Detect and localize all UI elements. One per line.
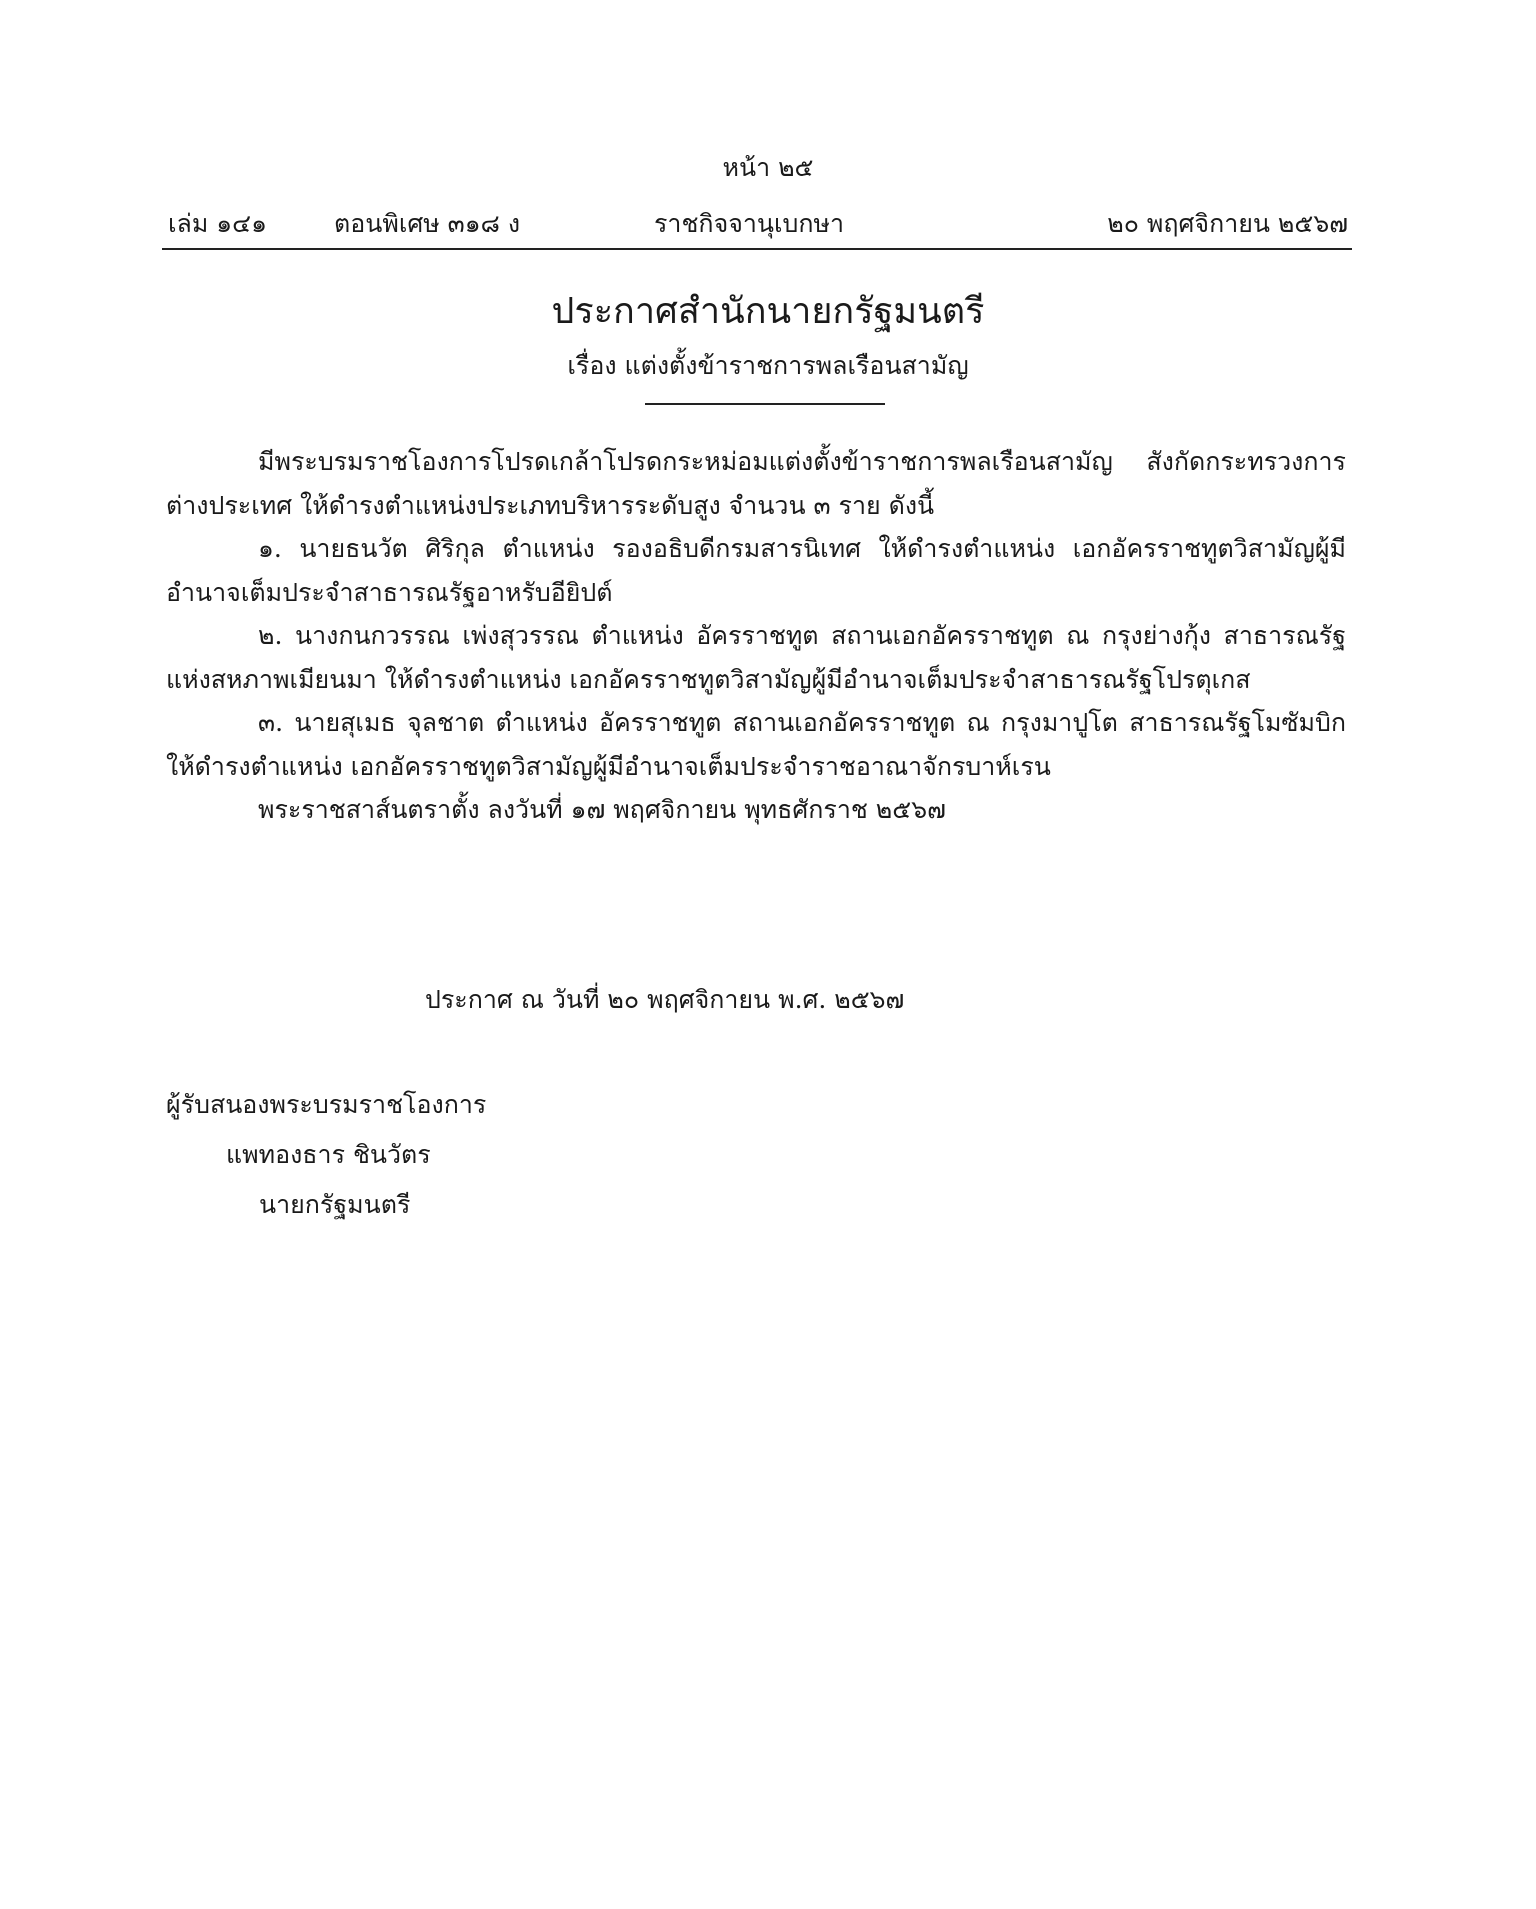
signatory-name: แพทองธาร ชินวัตร xyxy=(226,1140,431,1169)
appointment-item-2: ๒. นางกนกวรรณ เพ่งสุวรรณ ตำแหน่ง อัครราชทูต สถานเอกอัครราชทูต ณ กรุงย่างกุ้ง สาธารณรัฐแห่งสหภาพเมียนมา ให้ดำรงตำแหน่ง เอกอัครราชทูตวิสามัญผู้มีอำนาจเต็มประจำสาธารณรัฐโปรตุเกส xyxy=(166,621,1346,694)
signature-block xyxy=(166,1080,486,1230)
header-date: ๒๐ พฤศจิกายน ๒๕๖๗ xyxy=(1107,209,1348,238)
appointment-item-3: ๓. นายสุเมธ จุลชาต ตำแหน่ง อัครราชทูต สถานเอกอัครราชทูต ณ กรุงมาปูโต สาธารณรัฐโมซัมบิก ให้ดำรงตำแหน่ง เอกอัครราชทูตวิสามัญผู้มีอำนาจเต็มประจำราชอาณาจักรบาห์เรน xyxy=(166,708,1346,781)
title-divider xyxy=(645,403,885,405)
announcement-subject: เรื่อง แต่งตั้งข้าราชการพลเรือนสามัญ xyxy=(567,351,969,380)
signatory-position: นายกรัฐมนตรี xyxy=(259,1190,411,1219)
header-gazette-name: ราชกิจจานุเบกษา xyxy=(654,209,845,238)
royal-command-date: พระราชสาส์นตราตั้ง ลงวันที่ ๑๗ พฤศจิกายน พุทธศักราช ๒๕๖๗ xyxy=(258,795,946,824)
appointment-item-1: ๑. นายธนวัต ศิริกุล ตำแหน่ง รองอธิบดีกรมสารนิเทศ ให้ดำรงตำแหน่ง เอกอัครราชทูตวิสามัญผู้มีอำนาจเต็มประจำสาธารณรัฐอาหรับอียิปต์ xyxy=(166,534,1346,607)
countersign-label: ผู้รับสนองพระบรมราชโองการ xyxy=(166,1090,487,1119)
page-number: หน้า ๒๕ xyxy=(722,153,814,182)
gazette-header xyxy=(162,196,1352,250)
announcement-title: ประกาศสำนักนายกรัฐมนตรี xyxy=(551,291,985,332)
body-intro: มีพระบรมราชโองการโปรดเกล้าโปรดกระหม่อมแต่งตั้งข้าราชการพลเรือนสามัญ สังกัดกระทรวงการต่างประเทศ ให้ดำรงตำแหน่งประเภทบริหารระดับสูง จำนวน ๓ ราย ดังนี้ xyxy=(166,447,1346,520)
announcement-date: ประกาศ ณ วันที่ ๒๐ พฤศจิกายน พ.ศ. ๒๕๖๗ xyxy=(425,985,905,1014)
announcement-body xyxy=(166,440,1346,832)
header-volume: เล่ม ๑๔๑ xyxy=(168,209,267,238)
header-issue: ตอนพิเศษ ๓๑๘ ง xyxy=(334,209,521,238)
